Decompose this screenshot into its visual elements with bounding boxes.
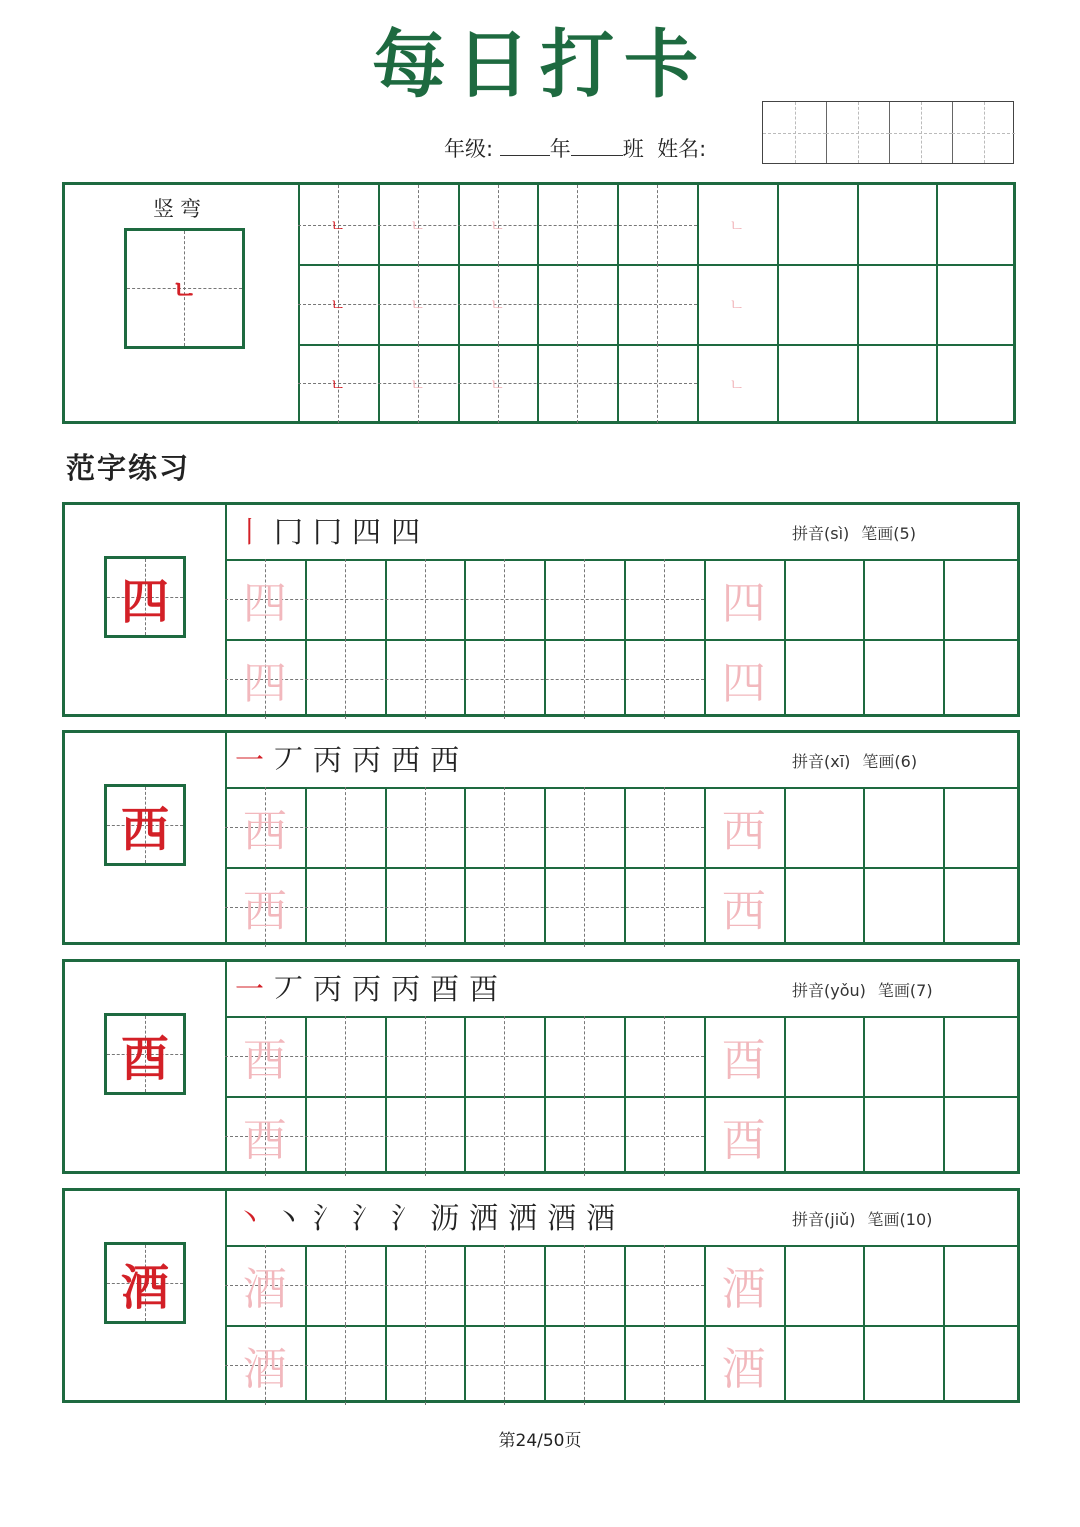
grid-line xyxy=(943,787,945,942)
guide-line xyxy=(425,1016,426,1096)
stroke-count-label: 笔画(10) xyxy=(867,1210,933,1229)
grid-line xyxy=(863,1016,865,1171)
guide-line xyxy=(664,1325,665,1405)
grid-line xyxy=(544,787,546,942)
student-info xyxy=(444,134,706,164)
guide-line xyxy=(425,1245,426,1325)
grid-line xyxy=(784,787,786,942)
stroke-sample-box xyxy=(124,228,245,349)
guide-line xyxy=(345,639,346,719)
name-cell[interactable] xyxy=(826,102,890,163)
guide-line xyxy=(504,1016,505,1096)
stroke-count-label: 笔画(5) xyxy=(861,524,916,543)
guide-line xyxy=(425,787,426,867)
character-meta xyxy=(792,521,916,544)
grid-line xyxy=(943,1016,945,1171)
grid-line xyxy=(863,1245,865,1400)
grid-line xyxy=(305,787,307,942)
sample-character: 西 xyxy=(120,801,169,858)
stroke-step: 丙 xyxy=(313,743,345,777)
stroke-step: 丆 xyxy=(274,972,306,1006)
guide-line xyxy=(425,1325,426,1405)
name-cell[interactable] xyxy=(952,102,1015,163)
character-meta xyxy=(792,1207,932,1230)
guide-line xyxy=(425,1096,426,1176)
guide-line xyxy=(504,559,505,639)
guide-line xyxy=(345,1016,346,1096)
guide-line xyxy=(584,639,585,719)
sample-character-box xyxy=(104,1013,186,1095)
guide-line xyxy=(504,787,505,867)
stroke-step: 丨 xyxy=(235,515,267,549)
guide-line xyxy=(577,185,578,264)
stroke-count-label: 笔画(7) xyxy=(877,981,933,1000)
guide-line xyxy=(584,559,585,639)
grid-line xyxy=(624,559,626,714)
grid-line xyxy=(624,787,626,942)
trace-character: 酒 xyxy=(721,1344,766,1395)
stroke-step: 氵 xyxy=(352,1201,384,1235)
stroke-step: 洒 xyxy=(508,1201,540,1235)
name-label: 姓名: xyxy=(657,137,707,161)
grid-line xyxy=(464,1016,466,1171)
stroke-sequence xyxy=(235,741,469,779)
trace-character: 酒 xyxy=(721,1264,766,1315)
name-cell[interactable] xyxy=(763,102,827,163)
trace-character: 西 xyxy=(242,886,287,937)
guide-line xyxy=(425,639,426,719)
guide-line xyxy=(584,787,585,867)
character-meta xyxy=(792,978,933,1001)
character-block xyxy=(62,959,1020,1174)
guide-line xyxy=(584,1016,585,1096)
grid-line xyxy=(784,1016,786,1171)
stroke-step: 氵 xyxy=(313,1201,345,1235)
class-blank[interactable] xyxy=(571,137,623,156)
grid-line xyxy=(464,1245,466,1400)
sample-character-box xyxy=(104,784,186,866)
grid-line xyxy=(464,787,466,942)
guide-line xyxy=(584,1245,585,1325)
grid-line xyxy=(943,559,945,714)
stroke-trace: ㄴ xyxy=(729,374,745,394)
stroke-step: 一 xyxy=(235,743,267,777)
grid-line xyxy=(777,185,779,421)
grid-line xyxy=(464,559,466,714)
grid-line xyxy=(863,787,865,942)
stroke-step: 四 xyxy=(391,515,423,549)
sample-character: 酉 xyxy=(120,1030,169,1087)
trace-character: 西 xyxy=(721,886,766,937)
name-cell[interactable] xyxy=(889,102,953,163)
guide-line xyxy=(664,639,665,719)
stroke-step: 一 xyxy=(235,972,267,1006)
grid-line xyxy=(544,1016,546,1171)
trace-character: 四 xyxy=(721,578,766,629)
trace-character: 酉 xyxy=(242,1035,287,1086)
stroke-trace: ㄴ xyxy=(330,216,346,236)
grid-line xyxy=(305,1245,307,1400)
character-meta xyxy=(792,749,917,772)
pinyin-label: 拼音(sì) xyxy=(792,524,850,543)
grid-line xyxy=(624,1245,626,1400)
trace-character: 酒 xyxy=(242,1264,287,1315)
grid-line xyxy=(305,1016,307,1171)
stroke-step: 洒 xyxy=(469,1201,501,1235)
grid-line xyxy=(544,1245,546,1400)
grid-line xyxy=(936,185,938,421)
guide-line xyxy=(345,559,346,639)
trace-character: 四 xyxy=(242,578,287,629)
stroke-sequence xyxy=(235,970,508,1008)
stroke-trace: ㄴ xyxy=(489,216,506,236)
sample-character-box xyxy=(104,556,186,638)
guide-line xyxy=(345,787,346,867)
guide-line xyxy=(584,1325,585,1405)
guide-line xyxy=(504,867,505,947)
pinyin-label: 拼音(yǒu) xyxy=(792,981,866,1000)
stroke-sequence xyxy=(235,513,430,551)
grid-line xyxy=(943,1245,945,1400)
stroke-step: 西 xyxy=(430,743,462,777)
guide-line xyxy=(345,1325,346,1405)
trace-character: 西 xyxy=(721,806,766,857)
stroke-trace: ㄴ xyxy=(330,295,346,315)
stroke-step: 丶 xyxy=(274,1201,306,1235)
guide-line xyxy=(584,1096,585,1176)
stroke-step: 丙 xyxy=(352,972,384,1006)
stroke-step: 丶 xyxy=(235,1201,267,1235)
guide-line xyxy=(504,1325,505,1405)
stroke-step: 冂 xyxy=(313,515,345,549)
stroke-step: 冂 xyxy=(274,515,306,549)
pinyin-label: 拼音(xī) xyxy=(792,752,851,771)
stroke-step: 沥 xyxy=(430,1201,462,1235)
page-title: 每日打卡 xyxy=(372,22,708,108)
grid-line xyxy=(624,1016,626,1171)
guide-line xyxy=(577,344,578,423)
sample-character: 酒 xyxy=(120,1259,169,1316)
stroke-trace: ㄴ xyxy=(409,374,426,394)
trace-character: 酉 xyxy=(721,1115,766,1166)
stroke-trace: ㄴ xyxy=(729,295,745,315)
stroke-step: 酉 xyxy=(430,972,462,1006)
pinyin-label: 拼音(jiǔ) xyxy=(792,1210,856,1229)
grid-line xyxy=(863,559,865,714)
guide-line xyxy=(664,559,665,639)
stroke-step: 氵 xyxy=(391,1201,423,1235)
character-block xyxy=(62,730,1020,945)
guide-line xyxy=(504,1096,505,1176)
grid-line xyxy=(784,559,786,714)
guide-line xyxy=(657,344,658,423)
guide-line xyxy=(504,1245,505,1325)
grid-line xyxy=(544,559,546,714)
stroke-step: 丙 xyxy=(391,972,423,1006)
stroke-trace: ㄴ xyxy=(489,374,506,394)
grid-line xyxy=(784,1245,786,1400)
guide-line xyxy=(664,1245,665,1325)
stroke-step: 丆 xyxy=(274,743,306,777)
sample-character-box xyxy=(104,1242,186,1324)
year-blank[interactable] xyxy=(500,137,550,156)
guide-line xyxy=(425,559,426,639)
guide-line xyxy=(577,264,578,343)
class-label: 班 xyxy=(622,137,644,161)
grid-line xyxy=(305,559,307,714)
stroke-sample-glyph: ㄴ xyxy=(171,276,198,306)
guide-line xyxy=(657,185,658,264)
page-number: 第24/50页 xyxy=(498,1431,582,1451)
trace-character: 酉 xyxy=(242,1115,287,1166)
stroke-practice-frame xyxy=(62,182,1016,424)
character-block xyxy=(62,502,1020,717)
trace-character: 酒 xyxy=(242,1344,287,1395)
sample-character: 四 xyxy=(120,573,169,630)
guide-line xyxy=(504,639,505,719)
grid-line xyxy=(385,559,387,714)
trace-character: 四 xyxy=(242,658,287,709)
guide-line xyxy=(664,787,665,867)
trace-character: 西 xyxy=(242,806,287,857)
trace-character: 四 xyxy=(721,658,766,709)
year-label: 年 xyxy=(549,137,571,161)
grid-line xyxy=(385,1245,387,1400)
grid-line xyxy=(857,185,859,421)
section-title: 范字练习 xyxy=(66,451,191,485)
guide-line xyxy=(664,867,665,947)
stroke-name: 竖弯 xyxy=(153,197,207,221)
stroke-trace: ㄴ xyxy=(409,295,426,315)
guide-line xyxy=(664,1016,665,1096)
trace-character: 酉 xyxy=(721,1035,766,1086)
stroke-step: 丙 xyxy=(313,972,345,1006)
stroke-sequence xyxy=(235,1199,625,1237)
grade-label: 年级: xyxy=(444,137,494,161)
character-block xyxy=(62,1188,1020,1403)
grid-line xyxy=(385,787,387,942)
name-box[interactable] xyxy=(762,101,1014,164)
guide-line xyxy=(345,1096,346,1176)
guide-line xyxy=(664,1096,665,1176)
stroke-step: 酒 xyxy=(547,1201,579,1235)
guide-line xyxy=(345,1245,346,1325)
grid-line xyxy=(385,1016,387,1171)
stroke-step: 酒 xyxy=(586,1201,618,1235)
guide-line xyxy=(345,867,346,947)
stroke-step: 四 xyxy=(352,515,384,549)
stroke-step: 酉 xyxy=(469,972,501,1006)
stroke-step: 西 xyxy=(391,743,423,777)
stroke-count-label: 笔画(6) xyxy=(862,752,918,771)
stroke-step: 丙 xyxy=(352,743,384,777)
stroke-trace: ㄴ xyxy=(489,295,506,315)
guide-line xyxy=(584,867,585,947)
stroke-trace: ㄴ xyxy=(729,216,745,236)
guide-line xyxy=(657,264,658,343)
guide-line xyxy=(425,867,426,947)
stroke-trace: ㄴ xyxy=(330,374,346,394)
stroke-trace: ㄴ xyxy=(409,216,426,236)
